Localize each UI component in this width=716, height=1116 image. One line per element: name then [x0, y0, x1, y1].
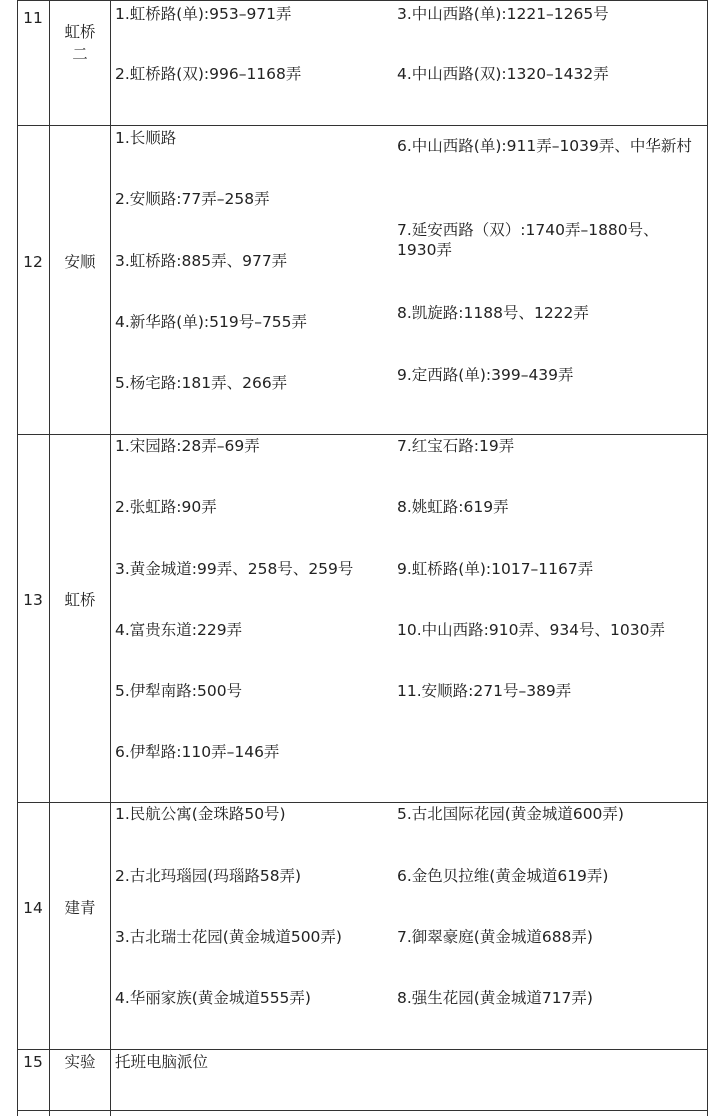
street-entry: 7.红宝石路:19弄 — [397, 437, 515, 455]
street-entry: 4.华丽家族(黄金城道555弄) — [115, 989, 311, 1007]
street-entry: 3.中山西路(单):1221–1265号 — [397, 5, 609, 23]
row-number: 13 — [23, 591, 43, 609]
street-entry: 4.富贵东道:229弄 — [115, 621, 243, 639]
column-divider — [49, 0, 50, 1116]
street-entry: 1.宋园路:28弄–69弄 — [115, 437, 260, 455]
street-entry: 3.古北瑞士花园(黄金城道500弄) — [115, 928, 342, 946]
area-name: 虹桥 — [64, 591, 96, 609]
street-entry: 6.中山西路(单):911弄–1039弄、中华新村 — [397, 137, 692, 155]
street-entry: 8.姚虹路:619弄 — [397, 498, 509, 516]
street-entry: 9.定西路(单):399–439弄 — [397, 366, 574, 384]
area-name: 实验 — [64, 1053, 96, 1071]
area-name: 建青 — [64, 899, 96, 917]
street-entry: 托班电脑派位 — [115, 1053, 209, 1071]
street-entry: 2.张虹路:90弄 — [115, 498, 217, 516]
area-name: 二 — [72, 45, 88, 63]
row-divider — [17, 1110, 708, 1111]
street-entry: 8.强生花园(黄金城道717弄) — [397, 989, 593, 1007]
street-entry: 7.御翠豪庭(黄金城道688弄) — [397, 928, 593, 946]
street-entry: 2.虹桥路(双):996–1168弄 — [115, 65, 302, 83]
street-entry: 1.虹桥路(单):953–971弄 — [115, 5, 292, 23]
column-divider — [17, 0, 18, 1116]
street-entry: 6.金色贝拉维(黄金城道619弄) — [397, 867, 609, 885]
street-entry: 1.民航公寓(金珠路50号) — [115, 805, 286, 823]
street-entry: 4.中山西路(双):1320–1432弄 — [397, 65, 609, 83]
row-divider — [17, 434, 708, 435]
row-number: 15 — [23, 1053, 43, 1071]
street-entry: 7.延安西路（双）:1740弄–1880号、1930弄 — [397, 221, 659, 259]
street-entry: 5.古北国际花园(黄金城道600弄) — [397, 805, 624, 823]
street-entry: 5.伊犁南路:500号 — [115, 682, 243, 700]
row-number: 12 — [23, 253, 43, 271]
street-entry: 2.安顺路:77弄–258弄 — [115, 190, 270, 208]
row-divider — [17, 1049, 708, 1050]
street-entry: 3.黄金城道:99弄、258号、259号 — [115, 560, 354, 578]
street-entry: 4.新华路(单):519号–755弄 — [115, 313, 308, 331]
row-number: 14 — [23, 899, 43, 917]
area-name: 虹桥 — [64, 23, 96, 41]
street-entry: 8.凯旋路:1188号、1222弄 — [397, 304, 589, 322]
street-entry: 6.伊犁路:110弄–146弄 — [115, 743, 280, 761]
street-entry: 3.虹桥路:885弄、977弄 — [115, 252, 288, 270]
column-divider — [707, 0, 708, 1116]
street-entry: 2.古北玛瑙园(玛瑙路58弄) — [115, 867, 302, 885]
street-entry: 10.中山西路:910弄、934号、1030弄 — [397, 621, 665, 639]
column-divider — [110, 0, 111, 1116]
row-divider — [17, 802, 708, 803]
street-entry: 9.虹桥路(单):1017–1167弄 — [397, 560, 594, 578]
row-divider — [17, 0, 708, 1]
row-number: 11 — [23, 9, 43, 27]
row-divider — [17, 125, 708, 126]
area-name: 安顺 — [64, 253, 96, 271]
street-entry: 1.长顺路 — [115, 129, 177, 147]
street-entry: 11.安顺路:271号–389弄 — [397, 682, 572, 700]
street-entry: 5.杨宅路:181弄、266弄 — [115, 374, 288, 392]
